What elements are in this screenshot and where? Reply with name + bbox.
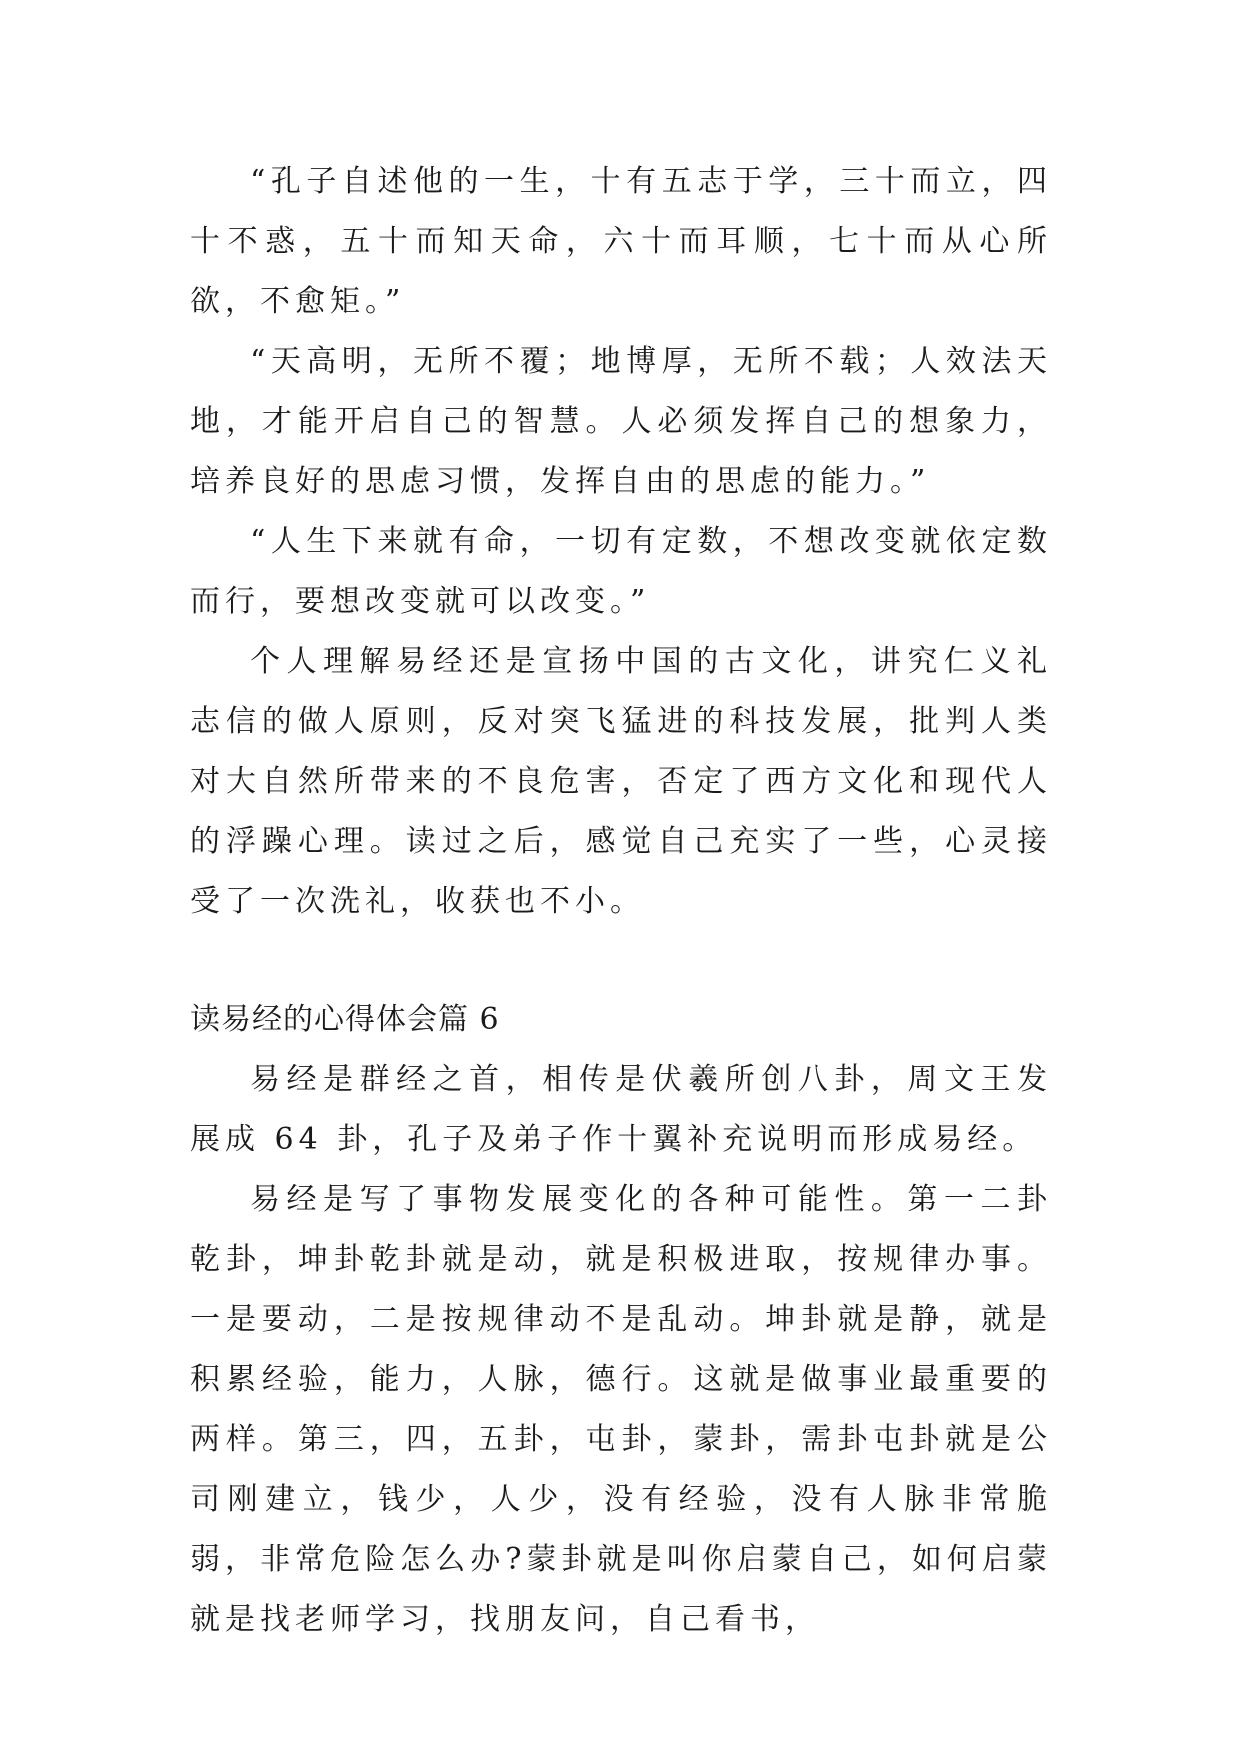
section-heading: 读易经的心得体会篇 6 [190, 1002, 500, 1037]
paragraph-hexagram-explanation: 易经是写了事物发展变化的各种可能性。第一二卦乾卦，坤卦乾卦就是动，就是积极进取，按规律办事。一是要动，二是按规律动不是乱动。坤卦就是静，就是积累经验，能力，人脉，德行。这就是做事业最重要的两样。第三，四，五卦，屯卦，蒙卦，需卦屯卦就是公司刚建立，钱少，人少，没有经验，没有人脉非常脆弱，非常危险怎么办?蒙卦就是叫你启蒙自己，如何启蒙就是找老师学习，找朋友问，自己看书， [190, 1182, 1052, 1637]
paragraph-personal-understanding: 个人理解易经还是宣扬中国的古文化，讲究仁义礼志信的做人原则，反对突飞猛进的科技发展，批判人类对大自然所带来的不良危害，否定了西方文化和现代人的浮躁心理。读过之后，感觉自己充实了一些，心灵接受了一次洗礼，收获也不小。 [190, 644, 1052, 919]
paragraph-quote-confucius: “孔子自述他的一生，十有五志于学，三十而立，四十不惑，五十而知天命，六十而耳顺，七十而从心所欲，不愈矩。” [190, 164, 1052, 319]
paragraph-yijing-origin: 易经是群经之首，相传是伏羲所创八卦，周文王发展成 64 卦，孔子及弟子作十翼补充说明而形成易经。 [190, 1062, 1052, 1157]
document-body [190, 152, 1052, 1650]
paragraph-quote-heaven-earth: “天高明，无所不覆；地博厚，无所不载；人效法天地，才能开启自己的智慧。人必须发挥自己的想象力，培养良好的思虑习惯，发挥自由的思虑的能力。” [190, 344, 1052, 499]
paragraph-quote-fate: “人生下来就有命，一切有定数，不想改变就依定数而行，要想改变就可以改变。” [190, 524, 1052, 619]
